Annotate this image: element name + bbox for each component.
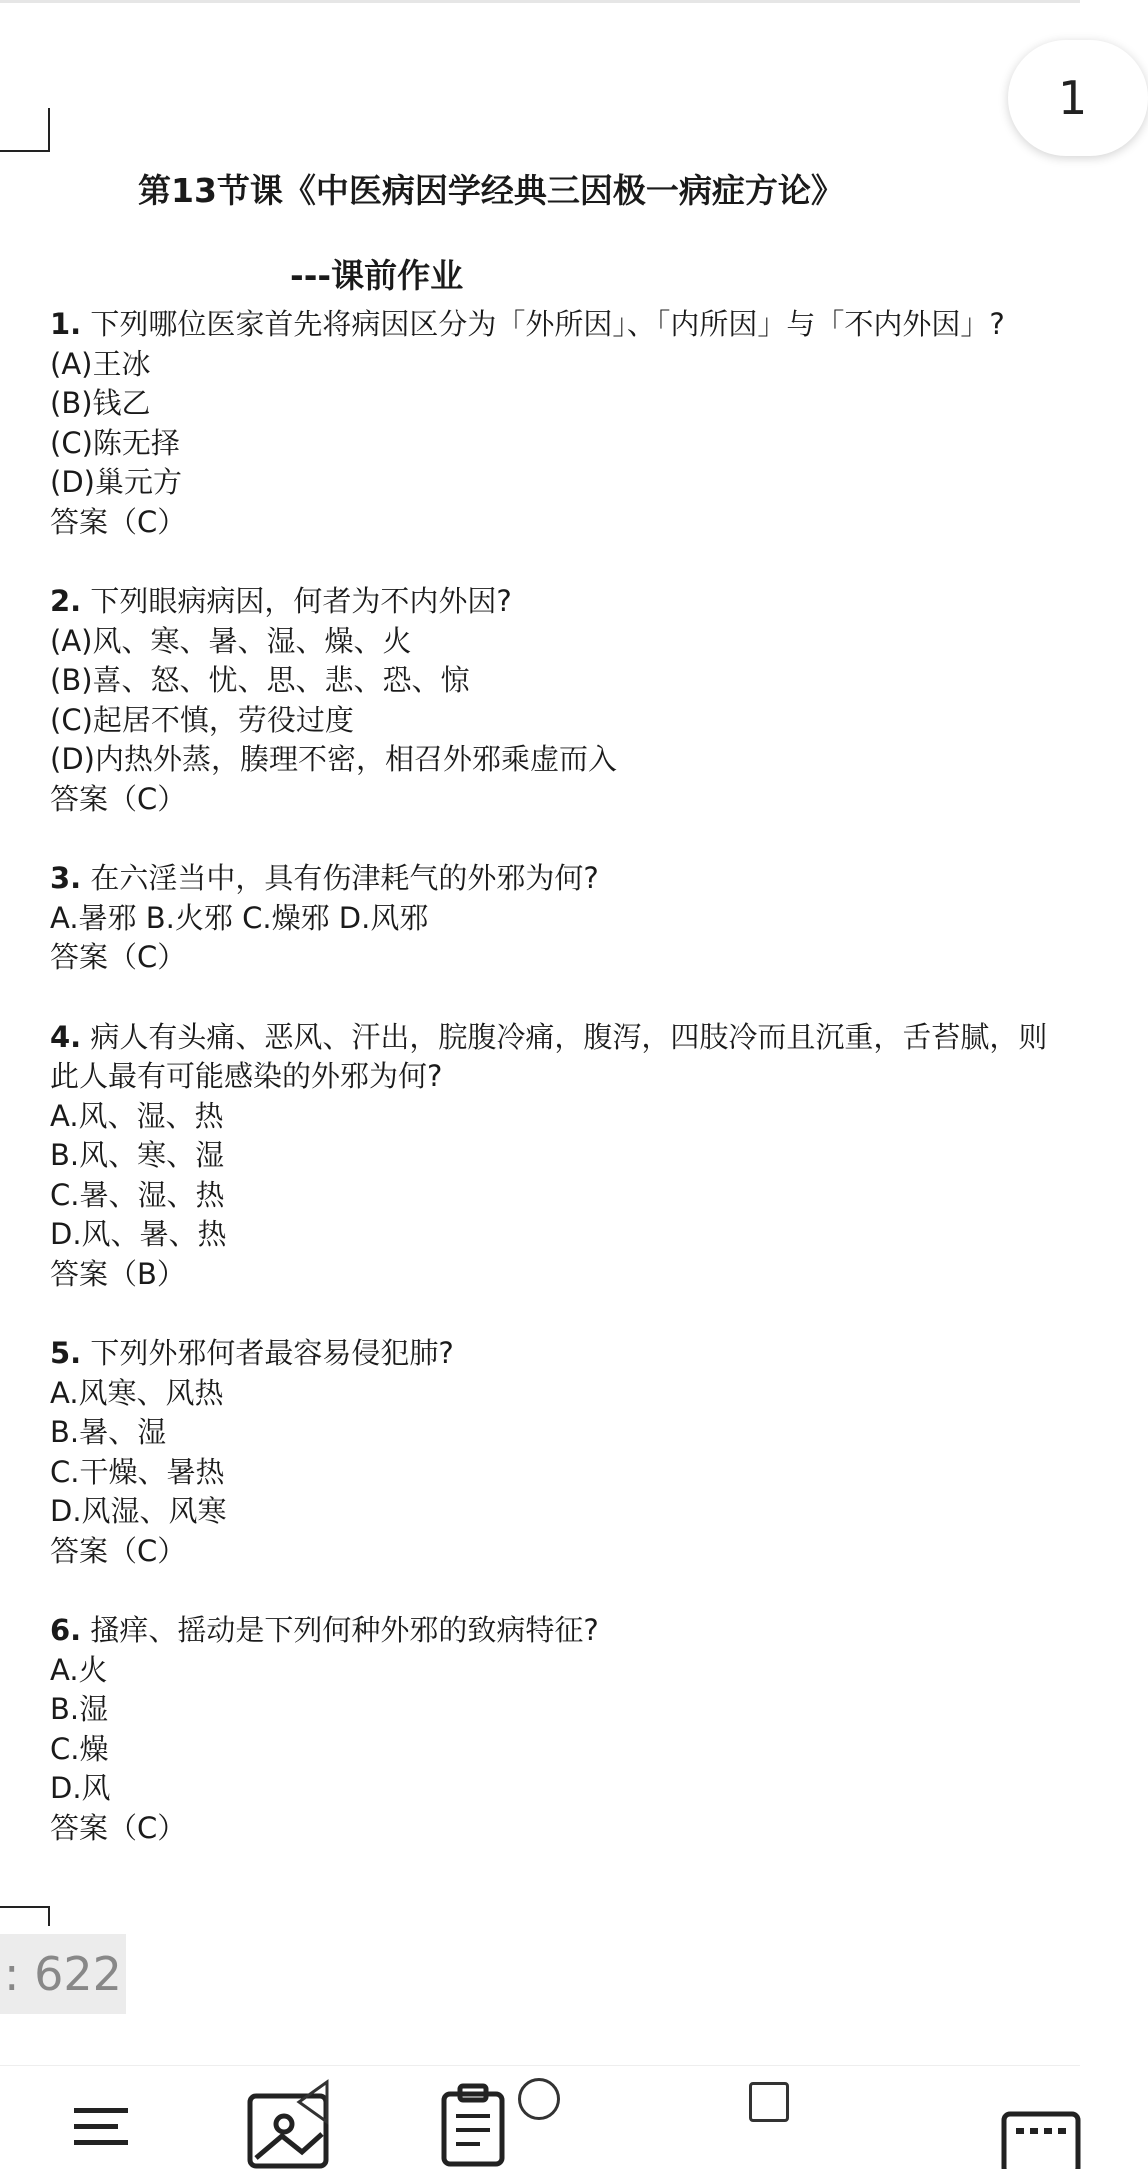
question-6-option-b: B.湿 (50, 1692, 109, 1726)
question-1-number: 1. (50, 307, 82, 341)
question-4-option-c: C.暑、湿、热 (50, 1177, 225, 1212)
question-1-option-a: (A)王冰 (50, 346, 151, 381)
question-4-answer: 答案（B） (50, 1256, 186, 1291)
question-2-option-b: (B)喜、怒、忧、思、悲、恐、惊 (50, 663, 470, 697)
question-2-stem (50, 582, 1080, 622)
question-6-answer: 答案（C） (50, 1810, 187, 1845)
question-6 (50, 1611, 1080, 1848)
home-icon[interactable] (518, 2078, 560, 2120)
question-2-option-d: (D)内热外蒸，腠理不密，相召外邪乘虚而入 (50, 742, 617, 776)
question-5 (50, 1334, 1080, 1571)
question-5-stem (50, 1334, 1080, 1374)
menu-icon[interactable] (70, 2088, 136, 2152)
question-1-answer: 答案（C） (50, 504, 187, 539)
question-5-answer: 答案（C） (50, 1533, 187, 1568)
top-divider (0, 0, 1080, 3)
question-5-text: 下列外邪何者最容易侵犯肺? (90, 1336, 454, 1370)
question-6-option-d: D.风 (50, 1771, 111, 1805)
question-1-option-d: (D)巢元方 (50, 465, 182, 499)
question-5-number: 5. (50, 1336, 82, 1370)
question-3-options: A.暑邪 B.火邪 C.燥邪 D.风邪 (50, 900, 429, 935)
page-indicator-label: 1 (1058, 71, 1088, 125)
question-3-text: 在六淫当中，具有伤津耗气的外邪为何? (90, 861, 599, 895)
question-4-stem (50, 1018, 1080, 1058)
question-4-option-d: D.风、暑、热 (50, 1217, 227, 1251)
question-4-text: 病人有头痛、恶风、汗出，脘腹冷痛，腹泻，四肢冷而且沉重，舌苔腻，则 (90, 1019, 1048, 1054)
question-3 (50, 859, 1080, 978)
question-2-option-c: (C)起居不慎，劳役过度 (50, 702, 354, 737)
question-5-option-c: C.干燥、暑热 (50, 1454, 225, 1489)
question-3-stem (50, 859, 1080, 899)
question-2-answer: 答案（C） (50, 781, 187, 816)
question-list (50, 305, 1080, 1888)
question-4-number: 4. (50, 1019, 82, 1054)
question-3-number: 3. (50, 861, 82, 895)
question-6-text: 搔痒、摇动是下列何种外邪的致病特征? (90, 1613, 599, 1647)
page-indicator[interactable] (1008, 40, 1148, 156)
question-4-option-b: B.风、寒、湿 (50, 1138, 225, 1172)
question-6-option-c: C.燥 (50, 1731, 109, 1766)
recent-apps-icon[interactable] (749, 2082, 789, 2122)
back-icon[interactable] (293, 2078, 333, 2130)
keyboard-icon[interactable] (1000, 2110, 1080, 2169)
question-4-stem-continued: 此人最有可能感染的外邪为何? (50, 1059, 443, 1093)
clipboard-icon[interactable] (440, 2084, 510, 2165)
page-corner-mark-top (0, 108, 50, 152)
question-4 (50, 1018, 1080, 1295)
question-1-stem (50, 305, 1080, 345)
question-1-option-b: (B)钱乙 (50, 386, 151, 420)
question-2 (50, 582, 1080, 819)
page-corner-mark-bottom (0, 1906, 50, 1926)
question-5-option-d: D.风湿、风寒 (50, 1494, 227, 1528)
question-5-option-a: A.风寒、风热 (50, 1375, 224, 1410)
question-6-number: 6. (50, 1613, 82, 1647)
question-6-stem (50, 1611, 1080, 1651)
question-1-option-c: (C)陈无择 (50, 425, 180, 460)
question-4-option-a: A.风、湿、热 (50, 1098, 224, 1133)
question-3-answer: 答案（C） (50, 940, 187, 974)
question-1 (50, 305, 1080, 542)
question-2-option-a: (A)风、寒、暑、湿、燥、火 (50, 623, 412, 658)
word-counter: : 622 (0, 1934, 126, 2014)
question-5-option-b: B.暑、湿 (50, 1415, 167, 1449)
question-2-text: 下列眼病病因，何者为不内外因? (90, 584, 512, 618)
document-subtitle: ---课前作业 (290, 256, 464, 295)
document-title: 第13节课《中医病因学经典三因极一病症方论》 (138, 171, 844, 210)
question-2-number: 2. (50, 584, 82, 618)
question-6-option-a: A.火 (50, 1652, 108, 1687)
question-1-text: 下列哪位医家首先将病因区分为「外所因」、「内所因」与「不内外因」? (90, 307, 1005, 341)
